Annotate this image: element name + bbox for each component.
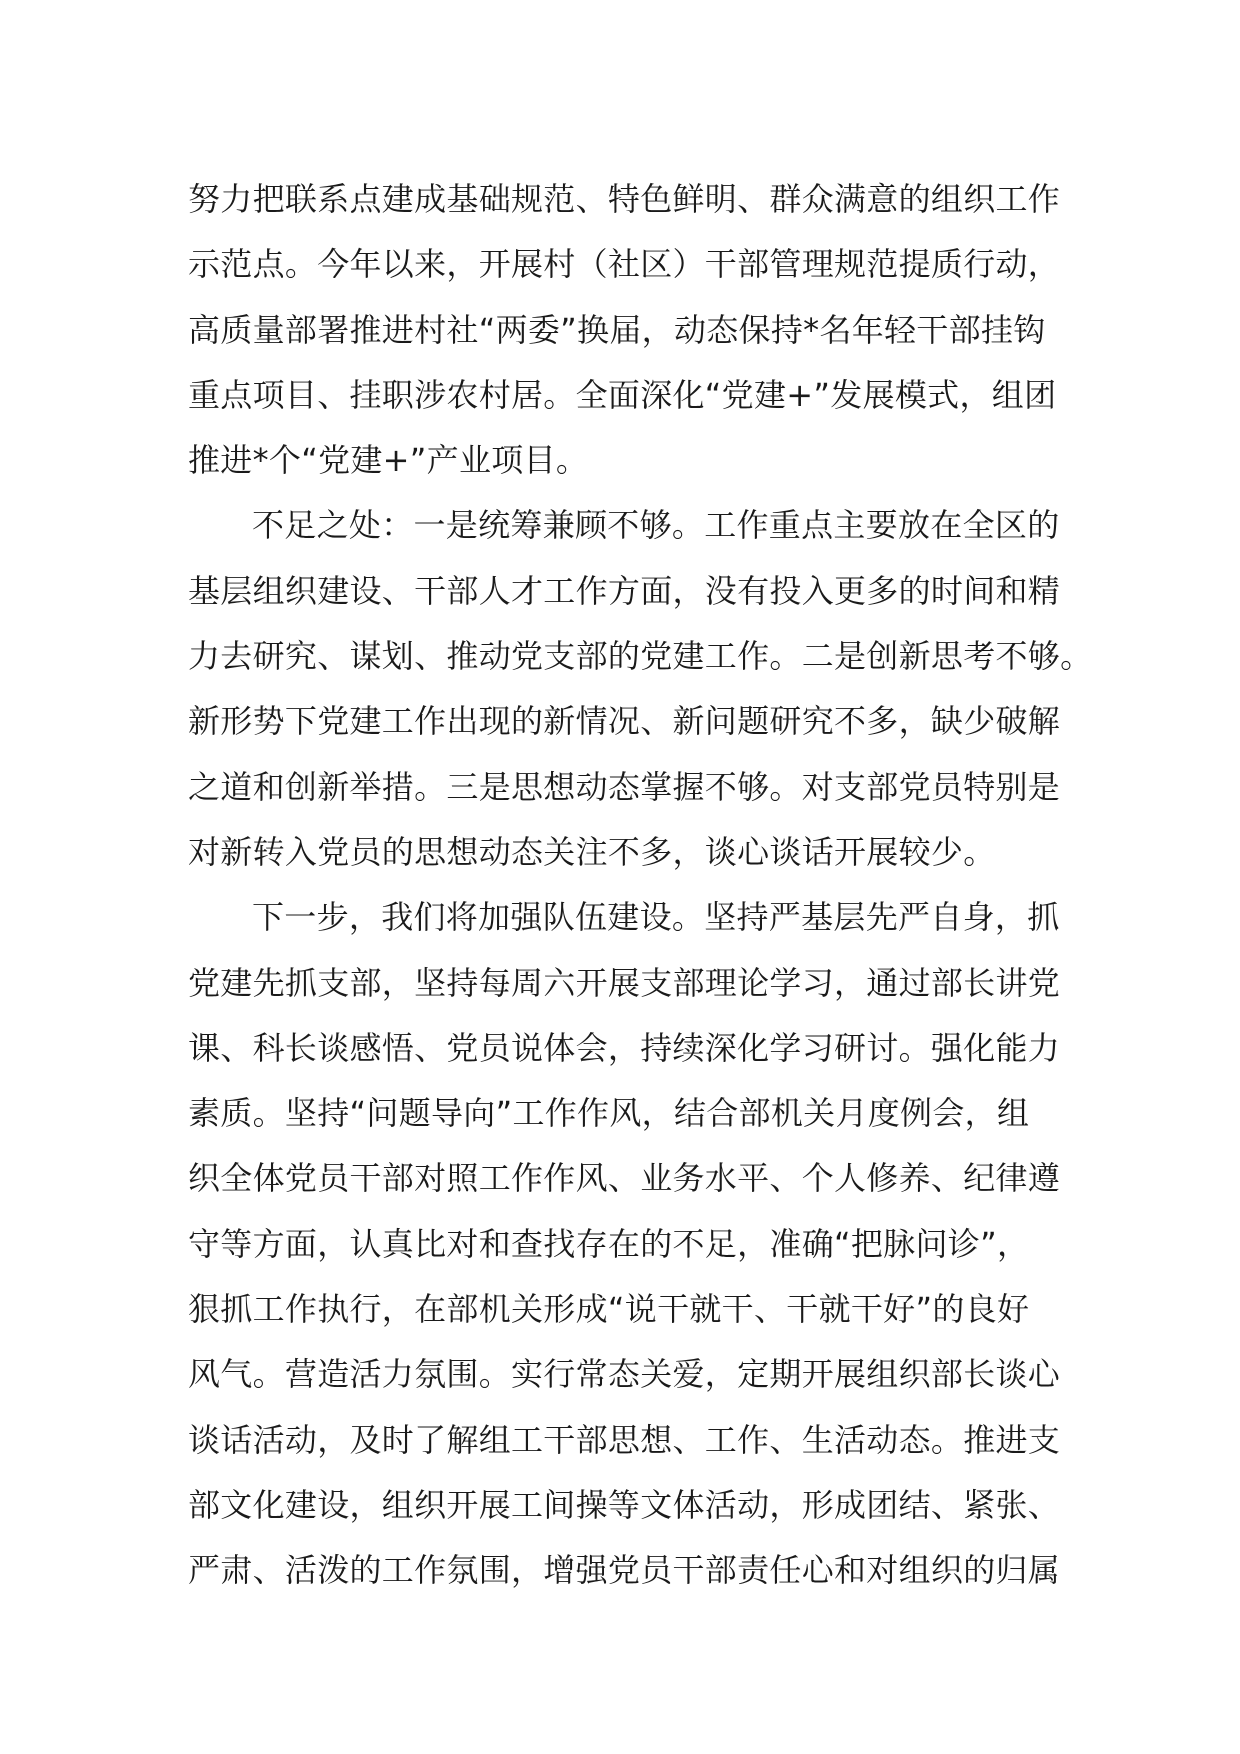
text-line: 风气。营造活力氛围。实行常态关爱，定期开展组织部长谈心 [188,1355,1061,1394]
paragraph-first-line: 不足之处：一是统筹兼顾不够。工作重点主要放在全区的 [252,506,1060,545]
text-line: 新形势下党建工作出现的新情况、新问题研究不多，缺少破解 [188,702,1061,741]
text-line: 对新转入党员的思想动态关注不多，谈心谈话开展较少。 [188,832,996,871]
text-line: 严肃、活泼的工作氛围，增强党员干部责任心和对组织的归属 [188,1551,1061,1590]
text-line: 力去研究、谋划、推动党支部的党建工作。二是创新思考不够。 [188,637,1093,676]
text-line: 课、科长谈感悟、党员说体会，持续深化学习研讨。强化能力 [188,1028,1061,1067]
text-line: 基层组织建设、干部人才工作方面，没有投入更多的时间和精 [188,571,1061,610]
text-line: 党建先抓支部，坚持每周六开展支部理论学习，通过部长讲党 [188,963,1061,1002]
text-line: 高质量部署推进村社“两委”换届，动态保持*名年轻干部挂钩 [188,310,1046,349]
document-body [188,167,1093,1604]
paragraph-first-line: 下一步，我们将加强队伍建设。坚持严基层先严自身，抓 [252,898,1060,937]
text-line: 努力把联系点建成基础规范、特色鲜明、群众满意的组织工作 [188,180,1061,218]
text-line: 重点项目、挂职涉农村居。全面深化“党建+”发展模式，组团 [188,375,1057,414]
text-line: 织全体党员干部对照工作作风、业务水平、个人修养、纪律遵 [188,1159,1061,1198]
text-line: 之道和创新举措。三是思想动态掌握不够。对支部党员特别是 [188,767,1061,806]
text-line: 狠抓工作执行，在部机关形成“说干就干、干就干好”的良好 [188,1290,1030,1329]
text-line: 推进*个“党建+”产业项目。 [188,441,589,480]
text-line: 部文化建设，组织开展工间操等文体活动，形成团结、紧张、 [188,1485,1061,1524]
text-line: 谈话活动，及时了解组工干部思想、工作、生活动态。推进支 [188,1420,1061,1459]
text-line: 守等方面，认真比对和查找存在的不足，准确“把脉问诊”， [188,1224,1030,1263]
text-line: 示范点。今年以来，开展村（社区）干部管理规范提质行动， [188,245,1061,284]
text-line: 素质。坚持“问题导向”工作作风，结合部机关月度例会，组 [188,1094,1030,1133]
